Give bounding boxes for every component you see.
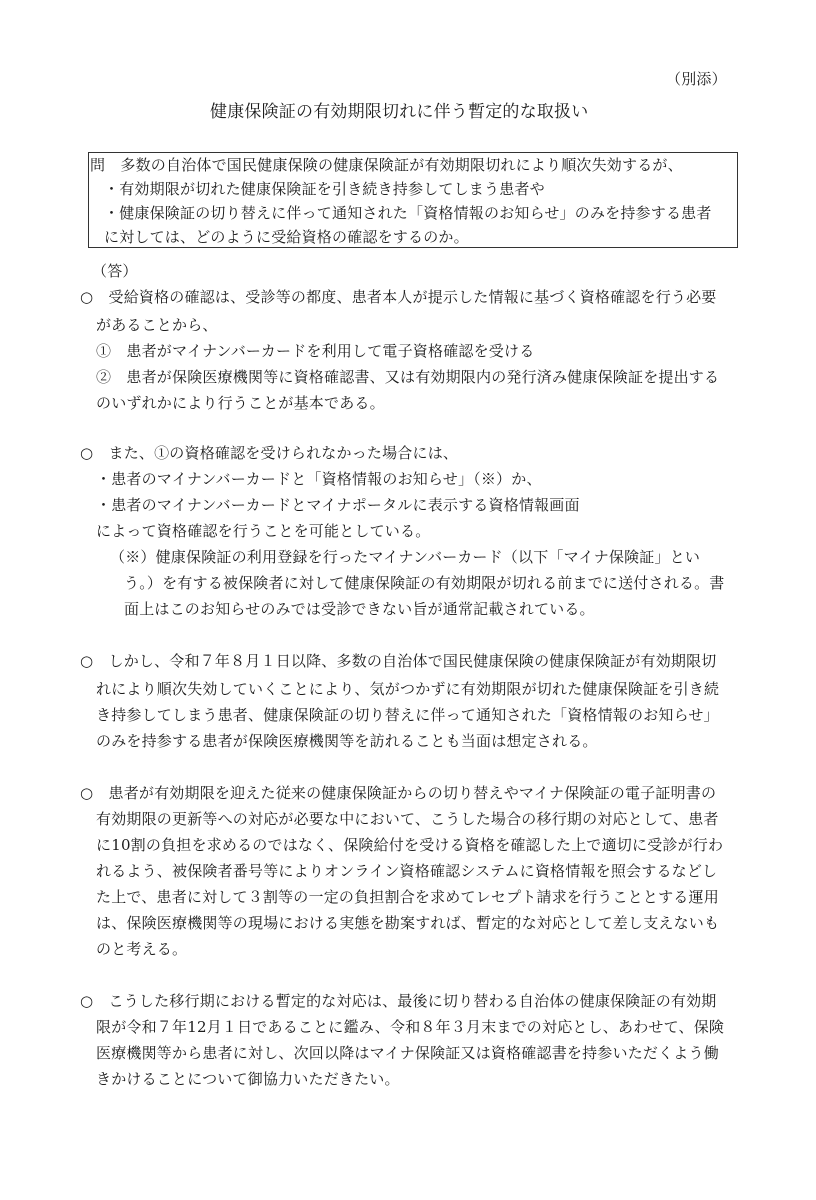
paragraph-4-line: れるよう、被保険者番号等によりオンライン資格確認システムに資格情報を照会するなどし — [96, 862, 718, 880]
paragraph-1-line: ① 患者がマイナンバーカードを利用して電子資格確認を受ける — [96, 342, 535, 360]
paragraph-3-line: ○ しかし、令和７年８月１日以降、多数の自治体で国民健康保険の健康保険証が有効期限切 — [80, 652, 717, 670]
answer-label: （答） — [92, 262, 138, 280]
paragraph-5-line: きかけることについて御協力いただきたい。 — [96, 1070, 400, 1088]
paragraph-5-line: 限が令和７年12月１日であることに鑑み、令和８年３月末までの対応とし、あわせて、保険 — [96, 1018, 725, 1036]
attachment-label: （別添） — [666, 70, 727, 88]
paragraph-2-note-line: 面上はこのお知らせのみでは受診できない旨が通常記載されている。 — [124, 600, 595, 618]
paragraph-3-line: のみを持参する患者が保険医療機関等を訪れることも当面は想定される。 — [96, 732, 598, 750]
paragraph-2-line: ・患者のマイナンバーカードとマイナポータルに表示する資格情報画面 — [96, 496, 580, 514]
paragraph-4-line: ○ 患者が有効期限を迎えた従来の健康保険証からの切り替えやマイナ保険証の電子証明書の — [80, 784, 717, 802]
paragraph-4-line: は、保険医療機関等の現場における実態を勘案すれば、暫定的な対応として差し支えないも — [96, 914, 720, 932]
question-line: 問 多数の自治体で国民健康保険の健康保険証が有効期限切れにより順次失効するが、 — [90, 156, 683, 174]
paragraph-5-line: 医療機関等から患者に対し、次回以降はマイナ保険証又は資格確認書を持参いただくよう働 — [96, 1044, 719, 1062]
paragraph-1-line: のいずれかにより行うことが基本である。 — [96, 394, 385, 412]
question-line: ・健康保険証の切り替えに伴って通知された「資格情報のお知らせ」のみを持参する患者 — [104, 204, 712, 222]
paragraph-1-line: ② 患者が保険医療機関等に資格確認書、又は有効期限内の発行済み健康保険証を提出する — [96, 368, 720, 386]
question-line: ・有効期限が切れた健康保険証を引き続き持参してしまう患者や — [104, 180, 545, 198]
paragraph-2-line: ○ また、①の資格確認を受けられなかった場合には、 — [80, 444, 459, 462]
paragraph-2-line: ・患者のマイナンバーカードと「資格情報のお知らせ」（※）か、 — [96, 470, 542, 488]
paragraph-3-line: れにより順次失効していくことにより、気がつかずに有効期限が切れた健康保険証を引き続 — [96, 680, 720, 698]
paragraph-1-line: ○ 受給資格の確認は、受診等の都度、患者本人が提示した情報に基づく資格確認を行う必要 — [80, 288, 717, 306]
paragraph-3-line: き持参してしまう患者、健康保険証の切り替えに伴って通知された「資格情報のお知らせ」 — [96, 706, 719, 724]
paragraph-2-note-line: （※）健康保険証の利用登録を行ったマイナンバーカード（以下「マイナ保険証」とい — [110, 548, 701, 566]
paragraph-2-line: によって資格確認を行うことを可能としている。 — [96, 522, 431, 540]
document-title: 健康保険証の有効期限切れに伴う暫定的な取扱い — [210, 102, 589, 122]
paragraph-4-line: のと考える。 — [96, 940, 188, 958]
paragraph-4-line: 有効期限の更新等への対応が必要な中において、こうした場合の移行期の対応として、患者 — [96, 810, 719, 828]
paragraph-5-line: ○ こうした移行期における暫定的な対応は、最後に切り替わる自治体の健康保険証の有効期 — [80, 992, 717, 1010]
paragraph-4-line: に10割の負担を求めるのではなく、保険給付を受ける資格を確認した上で適切に受診が行わ — [96, 836, 724, 854]
paragraph-4-line: た上で、患者に対して３割等の一定の負担割合を求めてレセプト請求を行うこととする運用 — [96, 888, 719, 906]
paragraph-1-line: があることから、 — [96, 316, 218, 334]
paragraph-2-note-line: う。）を有する被保険者に対して健康保険証の有効期限が切れる前までに送付される。書 — [124, 574, 725, 592]
question-line: に対しては、どのように受給資格の確認をするのか。 — [104, 228, 469, 246]
